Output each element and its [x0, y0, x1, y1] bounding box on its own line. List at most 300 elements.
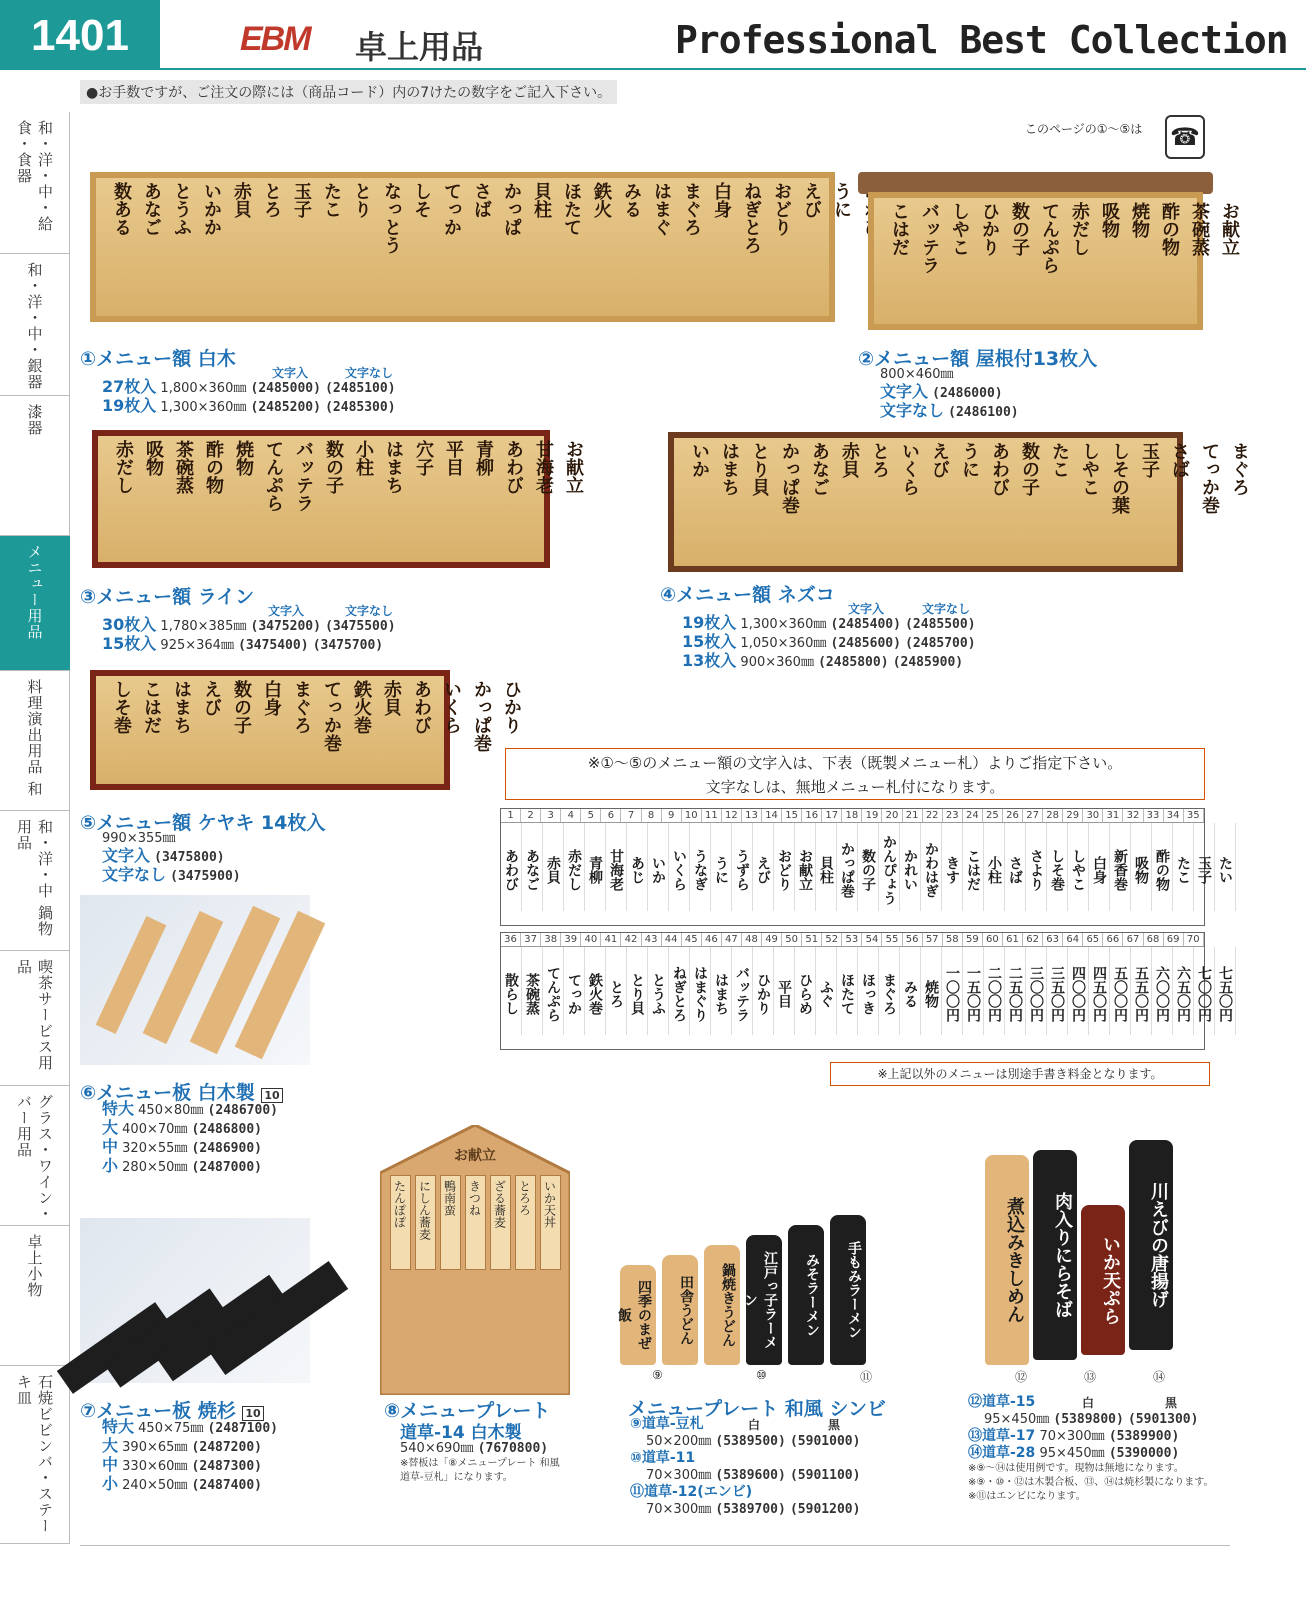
- table-cell: 白身: [1089, 823, 1110, 911]
- board-slip-text: 焼物: [233, 440, 254, 476]
- table-cell: まぐろ: [879, 947, 900, 1035]
- board-slip-text: 小柱: [353, 440, 374, 476]
- collection-title: Professional Best Collection: [675, 18, 1288, 62]
- board-slip-text: てっか: [441, 182, 462, 236]
- table-number: 23: [943, 809, 963, 822]
- table-cell: あわび: [501, 823, 522, 911]
- board-slip-text: みる: [621, 182, 642, 218]
- table-number: 7: [621, 809, 641, 822]
- menu-plate: 鍋焼きうどん: [704, 1245, 740, 1365]
- board-slip-text: さば: [471, 182, 492, 218]
- table-cell: さば: [1005, 823, 1026, 911]
- menu-plaque-image: お献立 たんぽぽ にしん蕎麦 鴨南蛮 きつね ざる蕎麦 とろろ いか天丼: [380, 1125, 570, 1395]
- table-cell: 一〇〇円: [942, 947, 963, 1035]
- board-slip-text: たこ: [321, 182, 342, 218]
- board-slip-text: たこ: [1049, 442, 1070, 478]
- table-cell: 小柱: [984, 823, 1005, 911]
- table-number: 30: [1083, 809, 1103, 822]
- table-cell: みる: [900, 947, 921, 1035]
- product-title: ⑥メニュー板 白木製 10: [80, 1078, 283, 1105]
- table-cell: お献立: [795, 823, 816, 911]
- menu-frame-keyaki-image: [90, 670, 522, 790]
- table-cell: 玉子: [1194, 823, 1215, 911]
- table-number: 18: [842, 809, 862, 822]
- table-cell: ひらめ: [795, 947, 816, 1035]
- table-cell: とり貝: [627, 947, 648, 1035]
- table-cell: えび: [753, 823, 774, 911]
- board-slip-text: しそ巻: [111, 680, 132, 734]
- table-number: 38: [541, 933, 561, 946]
- product-title: ①メニュー額 白木: [80, 348, 236, 370]
- table-number: 19: [862, 809, 882, 822]
- board-slip-text: 白身: [711, 182, 732, 218]
- table-cell: しそ巻: [1047, 823, 1068, 911]
- table-cell: 三五〇円: [1047, 947, 1068, 1035]
- table-number: 51: [802, 933, 822, 946]
- board-slip-text: 貝柱: [531, 182, 552, 218]
- phone-icon: ☎: [1165, 115, 1205, 159]
- board-slip-text: ひかり: [501, 680, 522, 734]
- table-cell: うなぎ: [690, 823, 711, 911]
- spec-rows: 特大 450×75㎜ (2487100) 大 390×65㎜ (2487200) 中 330×60㎜ (2487300) 小 240×50㎜ (2487400): [102, 1417, 278, 1493]
- plaque-slip: とろろ: [515, 1175, 536, 1270]
- table-number: 9: [662, 809, 682, 822]
- board-slip-text: 吸物: [143, 440, 164, 476]
- product-title: ⑧メニュープレート: [384, 1400, 551, 1422]
- table-cell: 甘海老: [606, 823, 627, 911]
- table-cell: 数の子: [858, 823, 879, 911]
- menu-plate: 川えびの唐揚げ: [1129, 1140, 1173, 1350]
- table-number: 58: [943, 933, 963, 946]
- spec-rows: 特大 450×80㎜ (2486700) 大 400×70㎜ (2486800) 中 320×55㎜ (2486900) 小 280×50㎜ (2487000): [102, 1099, 278, 1175]
- handwriting-notice: ※上記以外のメニューは別途手書き料金となります。: [830, 1062, 1210, 1086]
- menu-plate: いか天ぷら: [1081, 1205, 1125, 1355]
- table-cell: かわはぎ: [921, 823, 942, 911]
- table-cell: たい: [1215, 823, 1236, 911]
- roof-image: [858, 172, 1213, 194]
- plate-labels: ⑨ ⑩ ⑪: [652, 1368, 872, 1384]
- table-number: 5: [581, 809, 601, 822]
- plaque-slip: にしん蕎麦: [415, 1175, 436, 1270]
- table-number: 3: [541, 809, 561, 822]
- table-cell: 酢の物: [1152, 823, 1173, 911]
- kind-label: 文字入: [848, 602, 885, 616]
- table-cell: バッテラ: [732, 947, 753, 1035]
- table-number: 13: [742, 809, 762, 822]
- sidebar-item-stone-grill[interactable]: 石焼ビビンバ・ステーキ皿: [0, 1366, 70, 1544]
- board-slip-text: 平目: [443, 440, 464, 476]
- spec-rows: 19枚入 1,300×360㎜ (2485400) (2485500) 15枚入 1,050×360㎜ (2485600) (2485700) 13枚入 900×360㎜ (2485800) (2485900): [682, 613, 976, 670]
- board-slip-text: あわび: [411, 680, 432, 734]
- board-slip-text: かっぱ巻: [779, 442, 800, 514]
- plaque-slip: たんぽぽ: [390, 1175, 411, 1270]
- footer-divider: [80, 1545, 1230, 1546]
- menu-frame-nezuko-image: [668, 432, 1250, 572]
- board-slip-text: とり: [351, 182, 372, 218]
- table-cell: 七〇〇円: [1194, 947, 1215, 1035]
- spec-rows: 27枚入 1,800×360㎜ (2485000) (2485100) 19枚入 1,300×360㎜ (2485200) (2485300): [102, 377, 396, 415]
- board-slip-text: 数の子: [323, 440, 344, 494]
- table-cell: たこ: [1173, 823, 1194, 911]
- board-slip-text: バッテラ: [293, 440, 314, 512]
- table-number: 47: [722, 933, 742, 946]
- page-number: 1401: [0, 0, 160, 68]
- board-slip-text: さば: [1169, 442, 1190, 478]
- table-number: 15: [782, 809, 802, 822]
- table-cell: 平目: [774, 947, 795, 1035]
- table-number: 56: [903, 933, 923, 946]
- menu-frame-line-image: [92, 430, 584, 568]
- table-number: 57: [923, 933, 943, 946]
- board-slip-text: えび: [201, 680, 222, 716]
- table-cell: 七五〇円: [1215, 947, 1236, 1035]
- board-slip-text: いか: [689, 442, 710, 478]
- board-slip-text: てっか巻: [1199, 442, 1220, 514]
- board-slip-text: てんぷら: [1039, 202, 1060, 274]
- table-cell: 六五〇円: [1173, 947, 1194, 1035]
- table-cell: こはだ: [963, 823, 984, 911]
- table-number: 40: [581, 933, 601, 946]
- sidebar-item-silverware[interactable]: 和・洋・中・銀器: [0, 254, 70, 396]
- board-slip-text: 数の子: [1009, 202, 1030, 256]
- board-slip-text: しやこ: [1079, 442, 1100, 496]
- table-cell: しやこ: [1068, 823, 1089, 911]
- table-number: 2: [521, 809, 541, 822]
- table-number: 25: [983, 809, 1003, 822]
- table-number: 14: [762, 809, 782, 822]
- table-cell: うに: [711, 823, 732, 911]
- table-cell: 吸物: [1131, 823, 1152, 911]
- table-number: 28: [1043, 809, 1063, 822]
- sidebar-item-glass[interactable]: グラス・ワイン・バー用品: [0, 1086, 70, 1226]
- board-slip-text: はまち: [383, 440, 404, 494]
- table-cell: 赤貝: [543, 823, 564, 911]
- menu-frame-roof-image: [868, 192, 1240, 330]
- table-number: 43: [642, 933, 662, 946]
- plate-labels: ⑫ ⑬ ⑭: [1015, 1370, 1165, 1384]
- table-cell: いくら: [669, 823, 690, 911]
- table-cell: てっか: [564, 947, 585, 1035]
- table-cell: さより: [1026, 823, 1047, 911]
- plaque-slip: ざる蕎麦: [490, 1175, 511, 1270]
- table-cell: 赤だし: [564, 823, 585, 911]
- table-number: 67: [1123, 933, 1143, 946]
- table-cell: きす: [942, 823, 963, 911]
- board-slip-text: 玉子: [1139, 442, 1160, 478]
- sidebar-item-tableware[interactable]: 和・洋・中・給食・食器: [0, 112, 70, 254]
- board-slip-text: 茶碗蒸: [1189, 202, 1210, 256]
- spec-rows: 540×690㎜ (7670800) ※替板は「⑧メニュープレート 和風 道草-豆札」になります。: [400, 1441, 560, 1483]
- table-cell: はまち: [711, 947, 732, 1035]
- table-cell: 茶碗蒸: [522, 947, 543, 1035]
- board-slip-text: 穴子: [413, 440, 434, 476]
- table-number: 48: [742, 933, 762, 946]
- board-slip-text: てっか巻: [321, 680, 342, 752]
- table-cell: 五〇〇円: [1110, 947, 1131, 1035]
- kind-label: 文字なし: [922, 602, 971, 616]
- board-slip-text: 鉄火: [591, 182, 612, 218]
- table-number: 64: [1063, 933, 1083, 946]
- table-number: 50: [782, 933, 802, 946]
- sidebar-item-tabletop[interactable]: 卓上小物: [0, 1226, 70, 1366]
- table-cell: 鉄火巻: [585, 947, 606, 1035]
- board-slip-text: おどり: [771, 182, 792, 236]
- board-slip-text: あわび: [503, 440, 524, 494]
- board-slip-text: しそ: [411, 182, 432, 218]
- board-slip-text: とうふ: [171, 182, 192, 236]
- board-slip-text: 酢の物: [1159, 202, 1180, 256]
- table-number: 26: [1003, 809, 1023, 822]
- table-number: 12: [722, 809, 742, 822]
- table-number: 31: [1103, 809, 1123, 822]
- table-number: 27: [1023, 809, 1043, 822]
- board-slip-text: 赤貝: [231, 182, 252, 218]
- sidebar-item-cafe[interactable]: 喫茶サービス用品: [0, 951, 70, 1086]
- page-ref: このページの①～⑤は: [1025, 122, 1143, 136]
- table-cell: おどり: [774, 823, 795, 911]
- sidebar-item-lacquer[interactable]: 漆器: [0, 396, 70, 536]
- sidebar: [0, 112, 70, 1544]
- board-slip-text: お献立: [1219, 202, 1240, 256]
- table-number: 45: [682, 933, 702, 946]
- menu-table-2: [500, 932, 1233, 1050]
- table-number: 63: [1043, 933, 1063, 946]
- board-slip-text: 赤貝: [839, 442, 860, 478]
- table-number: 66: [1103, 933, 1123, 946]
- spec-rows: 30枚入 1,780×385㎜ (3475200) (3475500) 15枚入 925×364㎜ (3475400) (3475700): [102, 615, 396, 653]
- plaque-slip: 鴨南蛮: [440, 1175, 461, 1270]
- product-title: ⑤メニュー額 ケヤキ 14枚入: [80, 812, 326, 834]
- plaque-slip: いか天丼: [540, 1175, 561, 1270]
- board-slip-text: 焼物: [1129, 202, 1150, 238]
- board-slip-text: えび: [929, 442, 950, 478]
- menu-plate: 江戸っ子ラーメン: [746, 1235, 782, 1365]
- product-title: メニュープレート 和風 シンビ: [628, 1398, 887, 1420]
- table-cell: かっぱ巻: [837, 823, 858, 911]
- table-cell: とうふ: [648, 947, 669, 1035]
- table-cell: 五五〇円: [1131, 947, 1152, 1035]
- menu-plate: みそラーメン: [788, 1225, 824, 1365]
- table-number: 6: [601, 809, 621, 822]
- menu-plates-michikusa-image: [985, 1135, 1180, 1365]
- table-cell: ひかり: [753, 947, 774, 1035]
- table-cell: 散らし: [501, 947, 522, 1035]
- table-number: 55: [882, 933, 902, 946]
- board-slip-text: 鉄火巻: [351, 680, 372, 734]
- menu-plate: 四季のまぜ飯: [620, 1265, 656, 1365]
- board-slip-text: いくら: [899, 442, 920, 496]
- table-number: 8: [642, 809, 662, 822]
- table-cell: はまぐり: [690, 947, 711, 1035]
- board-slip-text: いくら: [441, 680, 462, 734]
- header-divider: [0, 68, 1306, 70]
- board-slip-text: こはだ: [141, 680, 162, 734]
- table-cell: かれい: [900, 823, 921, 911]
- board-slip-text: あなご: [809, 442, 830, 496]
- table-number: 49: [762, 933, 782, 946]
- menu-frame-shiraki-image: [90, 172, 852, 322]
- table-number: 1: [501, 809, 521, 822]
- table-cell: 焼物: [921, 947, 942, 1035]
- table-cell: ねぎとろ: [669, 947, 690, 1035]
- table-cell: 一五〇円: [963, 947, 984, 1035]
- black-label: 黒: [1165, 1396, 1178, 1410]
- sidebar-item-presentation[interactable]: 料理演出用品 和: [0, 671, 70, 811]
- table-number: 37: [521, 933, 541, 946]
- table-number: 36: [501, 933, 521, 946]
- table-number: 22: [923, 809, 943, 822]
- table-cell: うずら: [732, 823, 753, 911]
- board-slip-text: えび: [801, 182, 822, 218]
- board-slip-text: とろ: [261, 182, 282, 218]
- table-cell: ほたて: [837, 947, 858, 1035]
- table-cell: かんぴょう: [879, 823, 900, 911]
- table-number: 20: [882, 809, 902, 822]
- white-label: 白: [748, 1418, 761, 1432]
- table-number: 42: [621, 933, 641, 946]
- menu-plate: 田舎うどん: [662, 1255, 698, 1365]
- table-number: 29: [1063, 809, 1083, 822]
- board-slip-text: 玉子: [291, 182, 312, 218]
- kind-label: 文字なし: [345, 604, 394, 618]
- product-subtitle: 道草-14 白木製: [400, 1423, 522, 1443]
- section-title: 卓上用品: [355, 28, 484, 66]
- menu-plate: 手もみラーメン: [830, 1215, 866, 1365]
- table-number: 68: [1144, 933, 1164, 946]
- table-cell: 貝柱: [816, 823, 837, 911]
- table-number: 33: [1144, 809, 1164, 822]
- white-label: 白: [1082, 1396, 1095, 1410]
- board-slip-text: ねぎとろ: [741, 182, 762, 254]
- table-number: 60: [983, 933, 1003, 946]
- table-number: 35: [1184, 809, 1204, 822]
- board-slip-text: なっとう: [381, 182, 402, 254]
- board-slip-text: かっぱ: [501, 182, 522, 236]
- board-slip-text: いかか: [201, 182, 222, 236]
- board-slip-text: てんぷら: [263, 440, 284, 512]
- table-cell: 二五〇円: [1005, 947, 1026, 1035]
- kind-label: 文字入: [268, 604, 305, 618]
- spec-rows: ⑫道草-15 95×450㎜ (5389800) (5901300) ⑬道草-17 70×300㎜ (5389900) ⑭道草-28 95×450㎜ (5390000) ※⑨～⑭は使用例です。現物は無地になります。 ※⑨・⑩・⑫は木製合板、⑬、⑭は焼杉製になります。 ※⑪はエンビになります。: [968, 1394, 1214, 1502]
- table-cell: てんぷら: [543, 947, 564, 1035]
- product-title: ③メニュー額 ライン: [80, 586, 255, 608]
- white-wood-boards-image: [80, 895, 310, 1065]
- product-title: ②メニュー額 屋根付13枚入: [858, 348, 1098, 370]
- board-slip-text: 赤だし: [113, 440, 134, 494]
- board-slip-text: あわび: [989, 442, 1010, 496]
- board-slip-text: 赤貝: [381, 680, 402, 716]
- plaque-slip: きつね: [465, 1175, 486, 1270]
- table-number: 44: [662, 933, 682, 946]
- board-slip-text: まぐろ: [681, 182, 702, 236]
- board-slip-text: はまち: [719, 442, 740, 496]
- table-number: 21: [903, 809, 923, 822]
- table-cell: 新香巻: [1110, 823, 1131, 911]
- black-label: 黒: [828, 1418, 841, 1432]
- board-slip-text: ひかり: [979, 202, 1000, 256]
- table-number: 53: [842, 933, 862, 946]
- table-number: 62: [1023, 933, 1043, 946]
- board-slip-text: バッテラ: [919, 202, 940, 274]
- kind-label: 文字なし: [345, 366, 394, 380]
- board-slip-text: うに: [831, 182, 852, 218]
- table-cell: 青柳: [585, 823, 606, 911]
- board-slip-text: とろ: [869, 442, 890, 478]
- table-cell: ふぐ: [816, 947, 837, 1035]
- board-slip-text: あなご: [141, 182, 162, 236]
- spec-rows: 800×460㎜ 文字入 (2486000) 文字なし (2486100): [880, 367, 1019, 420]
- table-cell: 二〇〇円: [984, 947, 1005, 1035]
- table-number: 17: [822, 809, 842, 822]
- menu-notice: ※①～⑤のメニュー額の文字入は、下表（既製メニュー札）よりご指定下さい。 文字なしは、無地メニュー札付になります。: [505, 748, 1205, 800]
- board-slip-text: 数の子: [231, 680, 252, 734]
- table-cell: 四五〇円: [1089, 947, 1110, 1035]
- sidebar-item-menu[interactable]: メニュー用品: [0, 536, 70, 671]
- table-number: 61: [1003, 933, 1023, 946]
- table-number: 10: [682, 809, 702, 822]
- board-slip-text: ほたて: [561, 182, 582, 236]
- table-number: 65: [1083, 933, 1103, 946]
- menu-plate: 肉入りにらそば: [1033, 1150, 1077, 1360]
- board-slip-text: 茶碗蒸: [173, 440, 194, 494]
- table-number: 70: [1184, 933, 1204, 946]
- table-number: 24: [963, 809, 983, 822]
- table-number: 59: [963, 933, 983, 946]
- board-slip-text: しその葉: [1109, 442, 1130, 514]
- table-number: 41: [601, 933, 621, 946]
- table-number: 11: [702, 809, 722, 822]
- board-slip-text: 甘海老: [533, 440, 554, 494]
- table-number: 34: [1164, 809, 1184, 822]
- board-slip-text: はまぐ: [651, 182, 672, 236]
- board-slip-text: 赤だし: [1069, 202, 1090, 256]
- board-slip-text: 数の子: [1019, 442, 1040, 496]
- board-slip-text: まぐろ: [1229, 442, 1250, 496]
- board-slip-text: はまち: [171, 680, 192, 734]
- table-cell: あじ: [627, 823, 648, 911]
- menu-plate: 煮込みきしめん: [985, 1155, 1029, 1365]
- sidebar-item-pot[interactable]: 和・洋・中 鍋物用品: [0, 811, 70, 951]
- board-slip-text: まぐろ: [291, 680, 312, 734]
- menu-plates-shinbi-image: [616, 1205, 880, 1365]
- table-cell: 六〇〇円: [1152, 947, 1173, 1035]
- table-number: 54: [862, 933, 882, 946]
- board-slip-text: しやこ: [949, 202, 970, 256]
- spec-rows: 990×355㎜ 文字入 (3475800) 文字なし (3475900): [102, 831, 241, 884]
- board-slip-text: かっぱ巻: [471, 680, 492, 752]
- board-slip-text: お献立: [563, 440, 584, 494]
- order-note: ●お手数ですが、ご注文の際には（商品コード）内の7けたの数字をご記入下さい。: [80, 80, 617, 104]
- board-slip-text: とり貝: [749, 442, 770, 496]
- table-cell: あなご: [522, 823, 543, 911]
- table-number: 32: [1123, 809, 1143, 822]
- table-number: 39: [561, 933, 581, 946]
- board-slip-text: 酢の物: [203, 440, 224, 494]
- product-title: ④メニュー額 ネズコ: [660, 584, 835, 606]
- table-number: 52: [822, 933, 842, 946]
- spec-rows: ⑨道草-豆札 50×200㎜ (5389500) (5901000) ⑩道草-11 70×300㎜ (5389600) (5901100) ⑪道草-12(エンビ) 70×300㎜ (5389700) (5901200): [630, 1416, 861, 1517]
- table-number: 16: [802, 809, 822, 822]
- table-number: 4: [561, 809, 581, 822]
- kind-label: 文字入: [272, 366, 309, 380]
- table-cell: いか: [648, 823, 669, 911]
- board-slip-text: 青柳: [473, 440, 494, 476]
- table-cell: 三〇〇円: [1026, 947, 1047, 1035]
- burnt-cedar-boards-image: [80, 1218, 310, 1383]
- brand-logo: EBM: [240, 20, 310, 58]
- board-slip-text: うに: [959, 442, 980, 478]
- product-title: ⑦メニュー板 焼杉 10: [80, 1396, 264, 1423]
